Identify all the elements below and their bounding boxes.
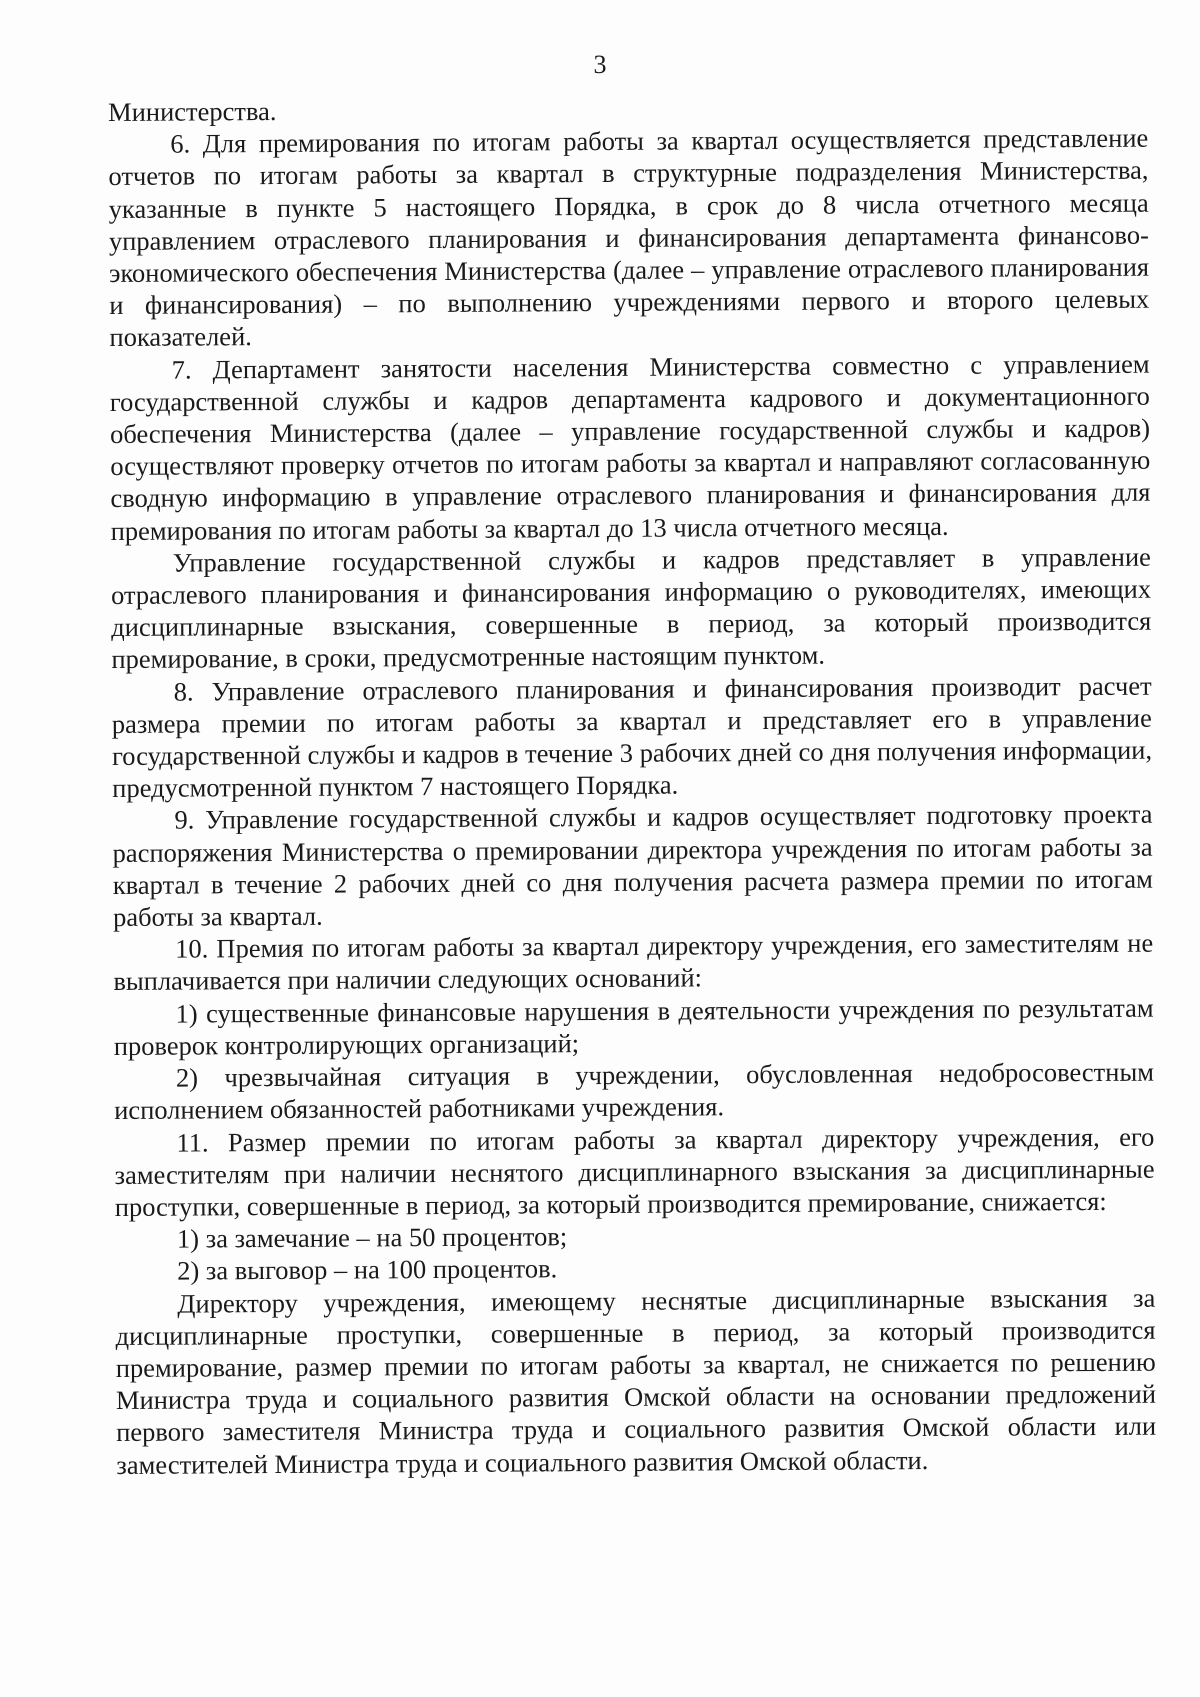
paragraph-item-6: 6. Для премирования по итогам работы за квартал осуществляется представление отчетов по итогам работы за квартал в структурные подразделения Министерства, указанные в пункте 5 настоящего Порядка, в срок до 8 числа отчетного месяца управлением отраслевого планирования и финансирования департамента финансово-экономического обеспечения Министерства (далее – управление отраслевого планирования и финансирования) – по выполнению учреждениями первого и второго целевых показателей.	[108, 122, 1150, 353]
paragraph-item-10-sub-1: 1) существенные финансовые нарушения в деятельности учреждения по результатам проверок контролирующих организаций;	[113, 992, 1154, 1061]
page-number: 3	[593, 50, 607, 79]
paragraph-item-7: 7. Департамент занятости населения Министерства совместно с управлением государственной службы и кадров департамента кадрового и документационного обеспечения Министерства (далее – управление государственной службы и кадров) осуществляют проверку отчетов по итогам работы за квартал и направляют согласованную сводную информацию в управление отраслевого планирования и финансирования для премирования по итогам работы за квартал до 13 числа отчетного месяца.	[109, 348, 1151, 546]
paragraph-item-9: 9. Управление государственной службы и кадров осуществляет подготовку проекта распоряжения Министерства о премировании директора учреждения по итогам работы за квартал в течение 2 рабочих дней со дня получения расчета размера премии по итогам работы за квартал.	[112, 799, 1153, 933]
paragraph-item-7-note: Управление государственной службы и кадров представляет в управление отраслевого планирования и финансирования информацию о руководителях, имеющих дисциплинарные взыскания, совершенные в период, за который производится премирование, в сроки, предусмотренные настоящим пунктом.	[110, 541, 1152, 675]
document-body	[108, 90, 1156, 1481]
paragraph-item-10-sub-2: 2) чрезвычайная ситуация в учреждении, обусловленная недобросовестным исполнением обязанностей работниками учреждения.	[114, 1056, 1155, 1126]
paragraph-item-11-sub-2: 2) за выговор – на 100 процентов.	[177, 1253, 558, 1286]
paragraph-continuation: Министерства.	[108, 95, 277, 127]
paragraph-item-11-exception: Директору учреждения, имеющему неснятые дисциплинарные взыскания за дисциплинарные проступки, совершенные в период, за который производится премирование, размер премии по итогам работы за квартал, не снижается по решению Министра труда и социального развития Омской области на основании предложений первого заместителя Министра труда и социального развития Омской области или заместителей Министра труда и социального развития Омской области.	[115, 1282, 1157, 1480]
paragraph-item-8: 8. Управление отраслевого планирования и финансирования производит расчет размера премии по итогам работы за квартал и представляет его в управление государственной службы и кадров в течение 3 рабочих дней со дня получения информации, предусмотренной пунктом 7 настоящего Порядка.	[111, 670, 1153, 804]
paragraph-item-11-sub-1: 1) за замечание – на 50 процентов;	[176, 1221, 568, 1254]
paragraph-item-10: 10. Премия по итогам работы за квартал директору учреждения, его заместителям не выплачивается при наличии следующих оснований:	[113, 927, 1154, 997]
paragraph-item-11: 11. Размер премии по итогам работы за квартал директору учреждения, его заместителям при наличии неснятого дисциплинарного взыскания за дисциплинарные проступки, совершенные в период, за который производится премирование, снижается:	[114, 1121, 1155, 1222]
